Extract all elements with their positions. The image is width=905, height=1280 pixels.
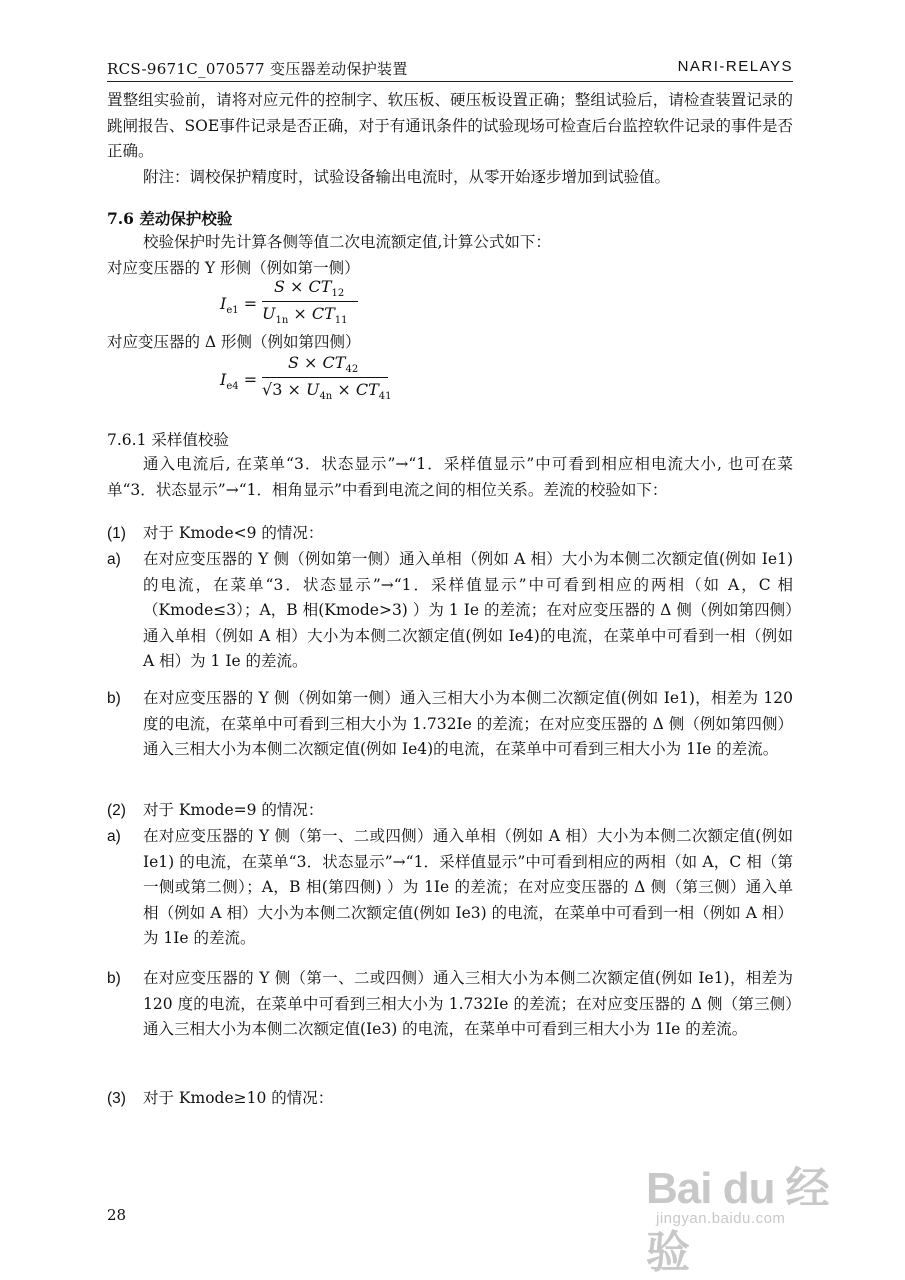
formula2-den-u-sub: 4n [319, 391, 333, 402]
case3-heading [107, 1086, 793, 1112]
case1-b-label: b) [107, 690, 121, 707]
formula1-lhs: I [220, 294, 227, 313]
formula2-numerator: S × CT [288, 353, 346, 372]
intro-paragraph: 置整组实验前，请将对应元件的控制字、软压板、硬压板设置正确；整组试验后，请检查装置记录的跳闸报告、SOE事件记录是否正确，对于有通讯条件的试验现场可检查后台监控软件记录的事件是否正确。 [107, 91, 793, 160]
subsection-title: 7.6.1 采样值校验 [107, 431, 229, 449]
formula1-fraction-bar [262, 301, 358, 302]
formula2-den-ct-sub: 41 [378, 391, 392, 402]
watermark-logo-text: Bai du 经验 [646, 1164, 829, 1277]
case1-b-text: 在对应变压器的 Y 侧（例如第一侧）通入三相大小为本侧二次额定值(例如 Ie1)，相差为 120 度的电流，在菜单中可看到三相大小为 1.732Ie 的差流；在对应变压器的 Δ 侧（例如第四侧）通入三相大小为本侧二次额定值(例如 Ie4)的电流，在菜单中可看到三相大小为 1Ie 的差流。 [143, 689, 793, 758]
formula1-den-u: U [262, 304, 276, 323]
case1-heading [107, 521, 793, 547]
section-title: 7.6 差动保护校验 [107, 209, 233, 228]
page-number: 28 [107, 1206, 127, 1224]
baidu-watermark [646, 1152, 856, 1277]
formula2-lhs-sub: e4 [226, 381, 239, 392]
formula2-den-ct: × CT [332, 380, 379, 399]
formula2-den-u: × U [282, 380, 320, 399]
case1-title: 对于 Kmode<9 的情况： [143, 524, 324, 542]
case3-label: (3) [107, 1090, 126, 1107]
case1-item-b [107, 686, 793, 763]
formula1-den-ct-sub: 11 [334, 315, 348, 326]
intro-note: 附注：调校保护精度时，试验设备输出电流时，从零开始逐步增加到试验值。 [143, 168, 671, 186]
case2-item-b [107, 966, 793, 1043]
case2-heading [107, 798, 793, 824]
case2-b-text: 在对应变压器的 Y 侧（第一、二或四侧）通入三相大小为本侧二次额定值(例如 Ie1)，相差为 120 度的电流，在菜单中可看到三相大小为 1.732Ie 的差流；在对应变压器的 Δ 侧（第三侧）通入三相大小为本侧二次额定值(Ie3) 的电流，在菜单中可看到三相大小为 1Ie 的差流。 [143, 969, 793, 1038]
formula1-num-sub: 12 [331, 288, 345, 299]
watermark-url: jingyan.baidu.com [656, 1210, 786, 1227]
header-brand: NARI-RELAYS [677, 58, 793, 75]
formula1-lhs-sub: e1 [226, 305, 239, 316]
formula2-sqrt: √3 [262, 380, 283, 399]
case3-title: 对于 Kmode≥10 的情况： [143, 1089, 334, 1107]
formula1-den-u-sub: 1n [275, 315, 289, 326]
case2-title: 对于 Kmode=9 的情况： [143, 801, 324, 819]
delta-side-label: 对应变压器的 Δ 形侧（例如第四侧） [107, 333, 361, 351]
header-title: RCS-9671C_070577 变压器差动保护装置 [107, 60, 408, 78]
section-intro: 校验保护时先计算各侧等值二次电流额定值,计算公式如下： [143, 233, 551, 251]
case1-a-text: 在对应变压器的 Y 侧（例如第一侧）通入单相（例如 A 相）大小为本侧二次额定值(例如 Ie1) 的电流，在菜单“3．状态显示”→“1．采样值显示”中可看到相应的两相（如 A，C 相（Kmode≤3）；A，B 相(Kmode>3) ）为 1 Ie 的差流；在对应变压器的 Δ 侧（例如第四侧）通入单相（例如 A 相）大小为本侧二次额定值(例如 Ie4)的电流，在菜单中可看到一相（例如 A 相）为 1 Ie 的差流。 [143, 550, 793, 670]
case1-item-a [107, 547, 793, 675]
case2-label: (2) [107, 802, 126, 819]
case2-a-text: 在对应变压器的 Y 侧（第一、二或四侧）通入单相（例如 A 相）大小为本侧二次额定值(例如 Ie1) 的电流，在菜单“3．状态显示”→“1．采样值显示”中可看到相应的两相（如 A，C 相（第一侧或第二侧）；A，B 相(第四侧) ）为 1Ie 的差流；在对应变压器的 Δ 侧（第三侧）通入单相（例如 A 相）大小为本侧二次额定值(例如 Ie3) 的电流，在菜单中可看到一相（例如 A 相）为 1Ie 的差流。 [143, 827, 793, 947]
formula2-lhs: I [220, 370, 227, 389]
subsection-intro: 通入电流后, 在菜单“3．状态显示”→“1．采样值显示”中可看到相应相电流大小, 也可在菜单“3．状态显示”→“1．相角显示”中看到电流之间的相位关系。差流的校验如下： [107, 455, 793, 499]
formula2-fraction-bar [262, 377, 388, 378]
y-side-label: 对应变压器的 Y 形侧（例如第一侧） [107, 259, 360, 277]
formula2-num-sub: 42 [345, 364, 359, 375]
case1-a-label: a) [107, 551, 121, 568]
case2-b-label: b) [107, 970, 121, 987]
formula-ie4: $I_{e4}$ = $S \times CT_{42}$ $√3 \times U_{4n} \times CT_{41}$ [220, 353, 392, 402]
case2-item-a [107, 824, 793, 952]
case1-label: (1) [107, 525, 126, 542]
formula-ie1: $I_{e1}$ = $S \times CT_{12}$ $U_{1n} \times CT_{11}$ [220, 278, 360, 330]
case2-a-label: a) [107, 828, 121, 845]
formula1-numerator: S × CT [274, 277, 332, 296]
formula1-den-ct: × CT [288, 304, 335, 323]
header-divider [107, 81, 793, 82]
